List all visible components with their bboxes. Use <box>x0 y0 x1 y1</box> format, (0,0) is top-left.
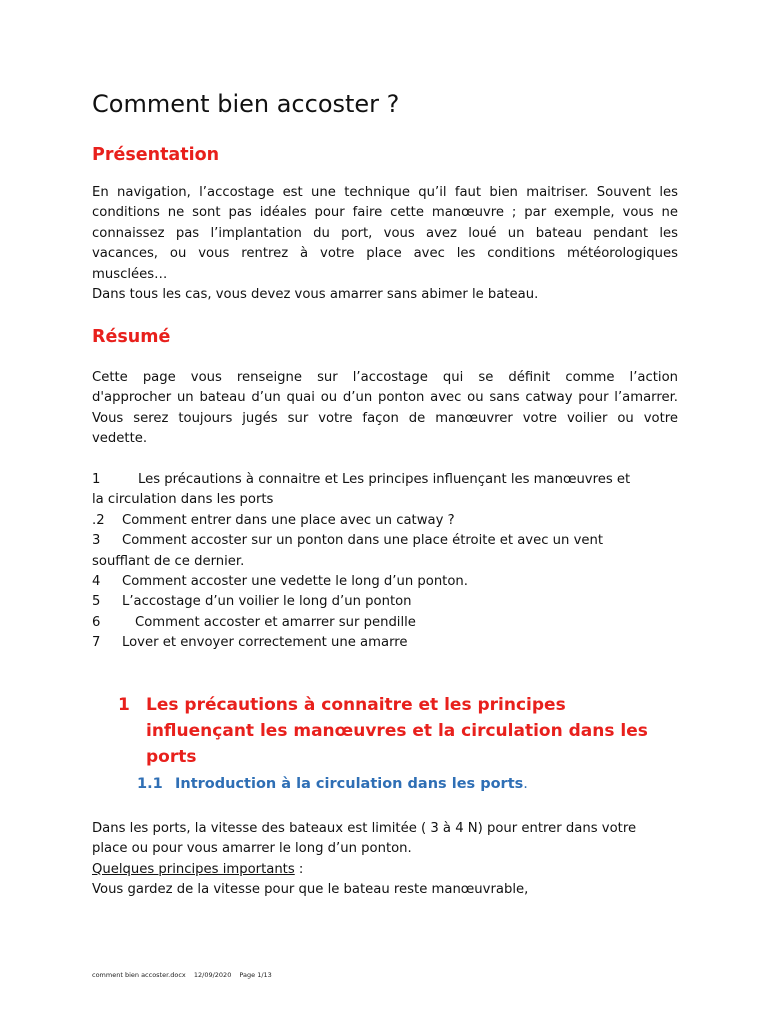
presentation-paragraph <box>92 183 678 305</box>
resume-line: Vous serez toujours jugés sur votre façon de manœuvrer votre voilier ou votre <box>92 410 678 426</box>
subsection-1-1-number: 1.1 <box>137 776 163 792</box>
presentation-heading: Présentation <box>92 145 220 165</box>
section-1-heading <box>118 692 678 770</box>
section-1-title: Les précautions à connaitre et les principes influençant les manœuvres et la circulation dans les ports <box>146 695 648 767</box>
toc-item[interactable] <box>92 511 678 531</box>
toc-item-number: 1 <box>92 472 101 487</box>
presentation-line: musclées… <box>92 266 168 282</box>
toc-item-number: 6 <box>92 614 101 630</box>
section-1-body <box>92 819 692 901</box>
presentation-line: En navigation, l’accostage est une technique qu’il faut bien maitriser. Souvent les <box>92 185 678 200</box>
page-footer <box>92 971 278 979</box>
toc-item-text: Comment accoster et amarrer sur pendille <box>135 614 416 630</box>
principles-colon: : <box>294 861 304 877</box>
resume-line: d'approcher un bateau d’un quai ou d’un ponton avec ou sans catway pour l’amarrer. <box>92 390 678 406</box>
toc-item-number: .2 <box>92 512 105 528</box>
toc-item[interactable] <box>92 531 678 551</box>
toc-item-number: 7 <box>92 635 101 651</box>
toc-item[interactable] <box>92 572 678 592</box>
toc-item-text: Comment accoster une vedette le long d’un ponton. <box>122 574 468 590</box>
body-line: Vous gardez de la vitesse pour que le bateau reste manœuvrable, <box>92 882 529 898</box>
toc-item[interactable] <box>92 613 678 633</box>
toc-item[interactable] <box>92 470 678 490</box>
table-of-contents <box>92 470 678 654</box>
footer-page-number: Page 1/13 <box>239 971 272 979</box>
presentation-line: conditions ne sont pas idéales pour faire cette manœuvre ; par exemple, vous ne <box>92 205 678 221</box>
toc-item[interactable] <box>92 592 678 612</box>
toc-item[interactable] <box>92 633 678 653</box>
toc-item-continuation <box>92 490 678 510</box>
footer-filename: comment bien accoster.docx <box>92 971 186 979</box>
toc-item-text: L’accostage d’un voilier le long d’un ponton <box>122 594 412 610</box>
subsection-1-1-trail: . <box>523 776 528 792</box>
toc-item-text: Comment entrer dans une place avec un catway ? <box>122 512 455 528</box>
presentation-line: connaissez pas l’implantation du port, vous avez loué un bateau pendant les <box>92 225 678 241</box>
resume-line: Cette page vous renseigne sur l’accostage qui se définit comme l’action <box>92 370 678 385</box>
toc-item-text: Comment accoster sur un ponton dans une place étroite et avec un vent <box>122 533 604 549</box>
toc-item-text: Lover et envoyer correctement une amarre <box>122 635 408 651</box>
toc-item-text: soufflant de ce dernier. <box>92 553 245 569</box>
presentation-line: Dans tous les cas, vous devez vous amarrer sans abimer le bateau. <box>92 287 539 303</box>
body-line: place ou pour vous amarrer le long d’un ponton. <box>92 841 412 857</box>
toc-item-number: 5 <box>92 594 101 610</box>
subsection-1-1-title: Introduction à la circulation dans les ports <box>175 776 524 792</box>
resume-line: vedette. <box>92 431 148 447</box>
subsection-1-1-heading <box>137 776 528 792</box>
toc-item-number: 3 <box>92 533 101 549</box>
document-title: Comment bien accoster ? <box>92 90 400 118</box>
toc-item-number: 4 <box>92 574 101 590</box>
body-line: Dans les ports, la vitesse des bateaux est limitée ( 3 à 4 N) pour entrer dans votre <box>92 821 637 836</box>
presentation-line: vacances, ou vous rentrez à votre place avec les conditions météorologiques <box>92 246 678 262</box>
toc-item-text: Les précautions à connaitre et Les principes influençant les manœuvres et <box>138 472 631 487</box>
footer-date: 12/09/2020 <box>193 971 232 979</box>
principles-line <box>92 860 692 880</box>
section-1-number: 1 <box>118 695 130 715</box>
principles-label: Quelques principes importants <box>92 861 295 877</box>
resume-heading: Résumé <box>92 327 171 347</box>
resume-paragraph <box>92 368 678 450</box>
toc-item-continuation <box>92 552 678 572</box>
toc-item-text: la circulation dans les ports <box>92 492 274 508</box>
